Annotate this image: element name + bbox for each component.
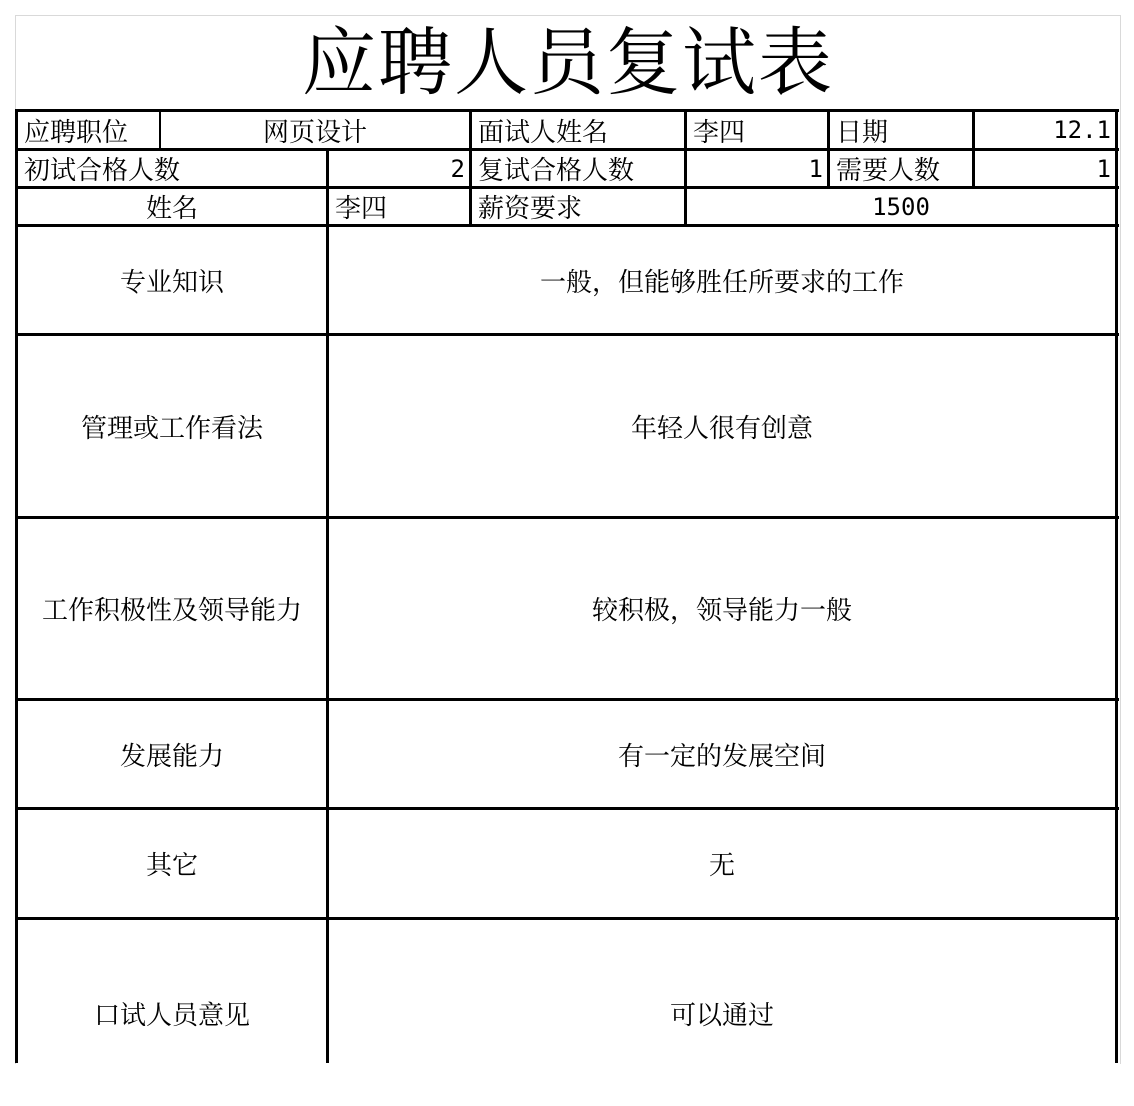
section-value-other[interactable]: 无 xyxy=(708,851,735,881)
section-label-management-view: 管理或工作看法 xyxy=(80,413,263,444)
second-pass-label: 复试合格人数 xyxy=(478,156,635,186)
interviewer-label: 面试人姓名 xyxy=(478,117,609,148)
date-label: 日期 xyxy=(836,117,889,148)
section-label-development: 发展能力 xyxy=(119,741,224,772)
needed-label: 需要人数 xyxy=(836,156,941,186)
salary-value[interactable]: 1500 xyxy=(872,192,930,221)
section-value-initiative-leadership[interactable]: 较积极，领导能力一般 xyxy=(591,596,852,626)
grid-line xyxy=(1115,109,1118,1063)
section-label-initiative-leadership: 工作积极性及领导能力 xyxy=(41,596,302,626)
section-value-management-view[interactable]: 年轻人很有创意 xyxy=(630,413,813,444)
section-value-development[interactable]: 有一定的发展空间 xyxy=(617,741,826,772)
section-label-oral-examiner-opinion: 口试人员意见 xyxy=(93,1000,250,1031)
section-value-oral-examiner-opinion[interactable]: 可以通过 xyxy=(669,1000,774,1031)
section-label-professional-knowledge: 专业知识 xyxy=(119,267,224,298)
interviewer-value[interactable]: 李四 xyxy=(693,117,746,148)
name-label: 姓名 xyxy=(145,194,198,224)
position-label: 应聘职位 xyxy=(24,117,129,148)
second-pass-value[interactable]: 1 xyxy=(808,154,823,183)
first-pass-label: 初试合格人数 xyxy=(24,156,181,186)
section-label-other: 其它 xyxy=(145,851,198,881)
date-value[interactable]: 12.1 xyxy=(1053,116,1111,144)
name-value[interactable]: 李四 xyxy=(335,194,388,224)
salary-label: 薪资要求 xyxy=(478,194,583,224)
needed-value[interactable]: 1 xyxy=(1096,154,1111,183)
first-pass-value[interactable]: 2 xyxy=(450,154,465,183)
form-title: 应聘人员复试表 xyxy=(302,20,834,106)
position-value[interactable]: 网页设计 xyxy=(262,117,367,148)
section-value-professional-knowledge[interactable]: 一般，但能够胜任所要求的工作 xyxy=(539,267,904,298)
